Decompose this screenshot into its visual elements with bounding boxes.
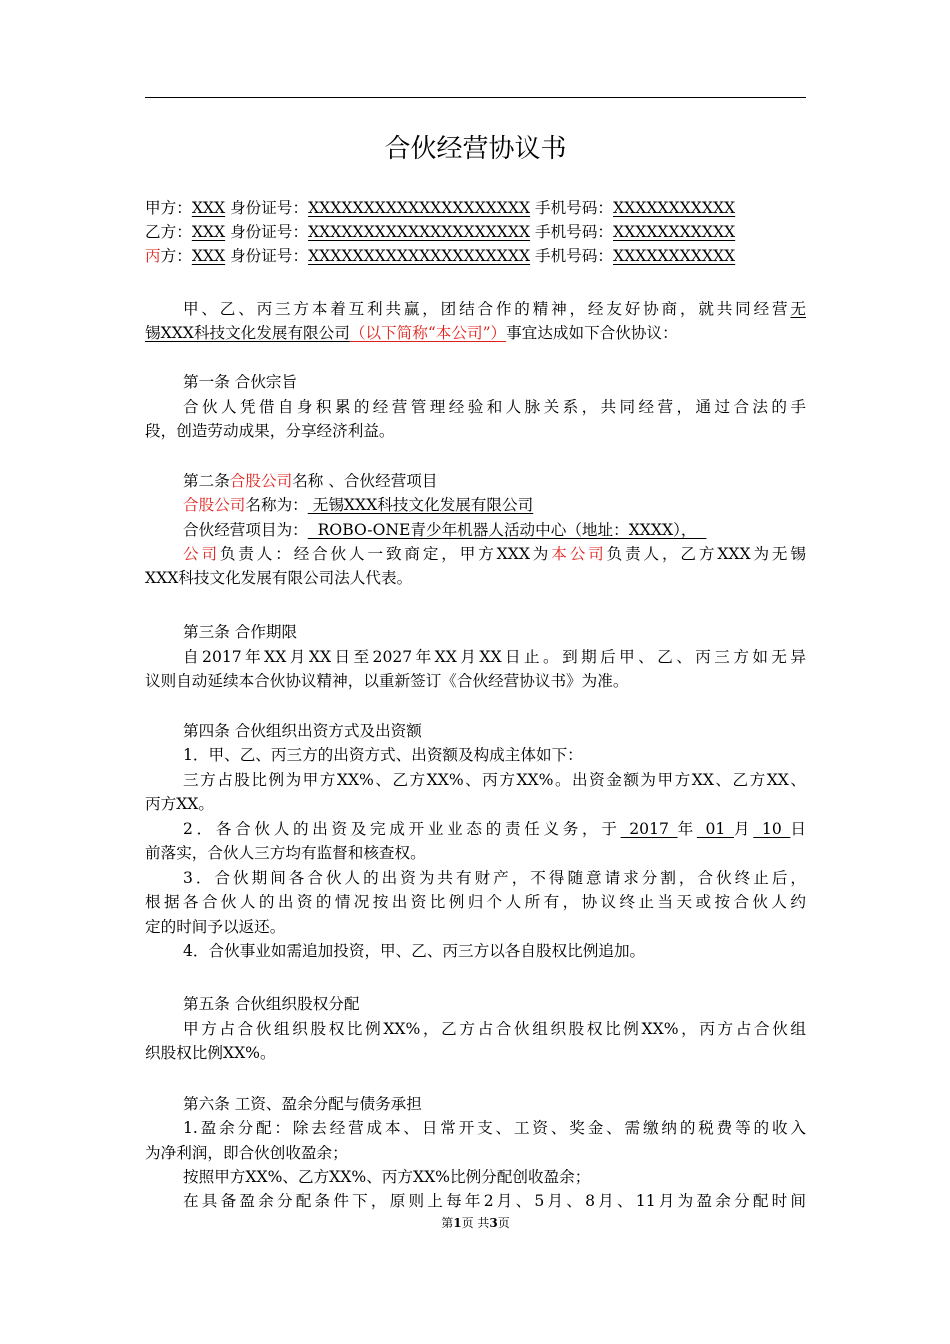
article-5-line-1: 甲方占合伙组织股权比例XX%，乙方占合伙组织股权比例XX%，丙方占合伙组 — [183, 1020, 806, 1038]
phone-label: 手机号码： — [530, 247, 614, 265]
footer-text: 页 — [497, 1216, 510, 1230]
phone-number: XXXXXXXXXXX — [613, 223, 736, 241]
article-4-item-1b-line-1: 三方占股比例为甲方XX%、乙方XX%、丙方XX%。出资金额为甲方XX、乙方XX、 — [183, 771, 806, 789]
intro-text: 事宜达成如下合伙协议： — [506, 324, 678, 342]
party-suffix: 方： — [160, 199, 192, 217]
project-name: ROBO-ONE青少年机器人活动中心（地址：XXXX）， — [307, 521, 707, 539]
party-name: XXX — [191, 223, 226, 241]
article-5-heading: 第五条 合伙组织股权分配 — [183, 995, 360, 1013]
article-4-item-3-line-2: 根据各合伙人的出资的情况按出资比例归个人所有，协议终止当天或按合伙人约 — [145, 893, 806, 911]
article-5-line-2: 织股权比例XX%。 — [145, 1044, 276, 1062]
company-name: 无锡XXX科技文化发展有限公司 — [307, 496, 534, 514]
project-label: 合伙经营项目为： — [183, 521, 308, 539]
company-name-line — [183, 493, 806, 517]
id-label: 身份证号： — [225, 247, 309, 265]
article-6-line-3: 按照甲方XX%、乙方XX%、丙方XX%比例分配创收盈余； — [183, 1168, 591, 1186]
phone-number: XXXXXXXXXXX — [613, 199, 736, 217]
article-1-line-2: 段，创造劳动成果，分享经济利益。 — [145, 422, 395, 440]
party-label: 乙 — [145, 223, 161, 241]
intro-company: 锡XXX科技文化发展有限公司 — [145, 324, 350, 342]
party-label: 甲 — [145, 199, 161, 217]
article-4-item-3-line-1: 3．合伙期间各合伙人的出资为共有财产，不得随意请求分割，合伙终止后， — [183, 869, 806, 887]
footer-text: 页 共 — [461, 1216, 490, 1230]
intro-line-2 — [145, 321, 806, 345]
article-3-heading: 第三条 合作期限 — [183, 623, 298, 641]
header-rule — [145, 97, 806, 98]
id-number: XXXXXXXXXXXXXXXXXXXX — [308, 223, 531, 241]
article-4-heading: 第四条 合伙组织出资方式及出资额 — [183, 722, 422, 740]
responsible-line-1 — [183, 542, 806, 566]
heading-text: 名称 、合伙经营项目 — [292, 472, 438, 490]
article-6-line-1: 1.盈余分配：除去经营成本、日常开支、工资、奖金、需缴纳的税费等的收入 — [183, 1119, 806, 1137]
heading-text: 第二条 — [183, 472, 230, 490]
date-month: 01 — [696, 820, 734, 838]
page-number: 1 — [453, 1216, 462, 1230]
project-line — [183, 518, 806, 542]
phone-number: XXXXXXXXXXX — [613, 247, 736, 265]
page-footer — [145, 1215, 806, 1231]
responsible-text: 负责人，乙方XXX为无锡 — [606, 545, 806, 563]
article-6-line-4: 在具备盈余分配条件下，原则上每年2月、5月、8月、11月为盈余分配时间 — [183, 1192, 806, 1210]
date-unit: 年 — [677, 820, 697, 838]
item-text: 2．各合伙人的出资及完成开业业态的责任义务，于 — [183, 820, 621, 838]
date-unit: 日 — [790, 820, 806, 838]
company-label: 名称为： — [245, 496, 308, 514]
article-4-item-3-line-3: 定的时间予以返还。 — [145, 918, 286, 936]
responsible-highlight: 公司 — [183, 545, 220, 563]
article-2-heading — [183, 469, 806, 493]
intro-company: 无 — [790, 300, 806, 318]
article-3-line-2: 议则自动延续本合伙协议精神，以重新签订《合伙经营协议书》为准。 — [145, 672, 629, 690]
article-4-item-2-line-1 — [183, 817, 806, 841]
responsible-highlight: 本公司 — [551, 545, 607, 563]
footer-text: 第 — [441, 1216, 454, 1230]
party-name: XXX — [191, 247, 226, 265]
article-4-item-4: 4．合伙事业如需追加投资，甲、乙、丙三方以各自股权比例追加。 — [183, 942, 646, 960]
responsible-line-2: XXX科技文化发展有限公司法人代表。 — [145, 569, 413, 587]
party-c-line — [145, 244, 806, 268]
document-title: 合伙经营协议书 — [384, 134, 567, 164]
article-4-item-2-line-2: 前落实，合伙人三方均有监督和核查权。 — [145, 844, 426, 862]
article-3-line-1: 自2017年XX月XX日至2027年XX月XX日止。到期后甲、乙、丙三方如无异 — [183, 648, 806, 666]
id-label: 身份证号： — [225, 223, 309, 241]
article-6-line-2: 为净利润，即合伙创收盈余； — [145, 1144, 348, 1162]
intro-text: 甲、乙、丙三方本着互利共赢，团结合作的精神，经友好协商，就共同经营 — [183, 300, 791, 318]
party-a-line — [145, 196, 806, 220]
intro-abbreviation: （以下简称“本公司”） — [349, 324, 507, 342]
article-4-item-1: 1．甲、乙、丙三方的出资方式、出资额及构成主体如下： — [183, 746, 583, 764]
id-label: 身份证号： — [225, 199, 309, 217]
heading-highlight: 合股公司 — [229, 472, 293, 490]
intro-line-1 — [183, 297, 806, 321]
article-6-heading: 第六条 工资、盈余分配与债务承担 — [183, 1095, 422, 1113]
party-suffix: 方： — [160, 223, 192, 241]
date-unit: 月 — [733, 820, 754, 838]
responsible-text: 负责人：经合伙人一致商定，甲方XXX为 — [219, 545, 552, 563]
page-total: 3 — [489, 1216, 498, 1230]
id-number: XXXXXXXXXXXXXXXXXXXX — [308, 199, 531, 217]
party-label: 丙 — [145, 247, 161, 265]
party-name: XXX — [191, 199, 226, 217]
article-1-line-1: 合伙人凭借自身积累的经营管理经验和人脉关系，共同经营，通过合法的手 — [183, 398, 806, 416]
party-b-line — [145, 220, 806, 244]
company-label-highlight: 合股公司 — [183, 496, 246, 514]
id-number: XXXXXXXXXXXXXXXXXXXX — [308, 247, 531, 265]
date-day: 10 — [753, 820, 791, 838]
phone-label: 手机号码： — [530, 199, 614, 217]
date-year: 2017 — [620, 820, 678, 838]
party-suffix: 方： — [160, 247, 192, 265]
article-4-item-1b-line-2: 丙方XX。 — [145, 795, 214, 813]
article-1-heading: 第一条 合伙宗旨 — [183, 373, 298, 391]
phone-label: 手机号码： — [530, 223, 614, 241]
